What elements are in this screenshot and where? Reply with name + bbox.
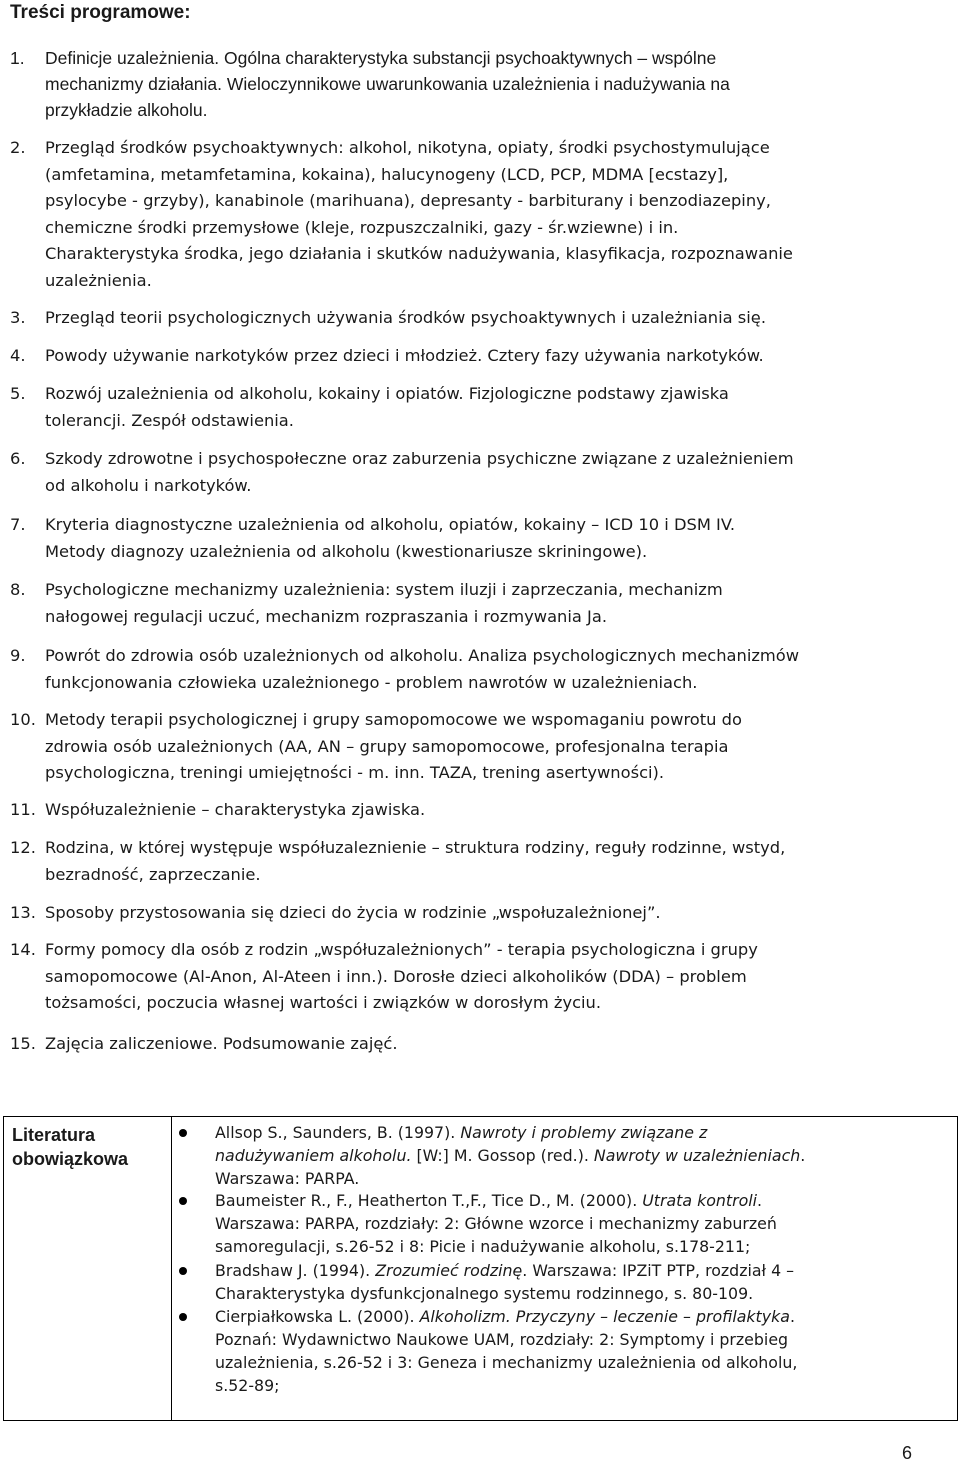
topic-text bbox=[45, 835, 925, 888]
topic-text-line: psychologiczna, treningi umiejętności - m. inn. TAZA, trening asertywności). bbox=[45, 763, 665, 783]
topic-text-line: Rozwój uzależnienia od alkoholu, kokainy i opiatów. Fizjologiczne podstawy zjawiska bbox=[45, 384, 729, 403]
literature-text: . Warszawa: IPZiT PTP, rozdział 4 – bbox=[522, 1261, 795, 1280]
literature-title-text: Alkoholizm. Przyczyny – leczenie – profilaktyka bbox=[419, 1307, 790, 1326]
literature-entry bbox=[215, 1189, 950, 1258]
literature-entry-line bbox=[215, 1351, 950, 1374]
literature-title-text: Zrozumieć rodzinę bbox=[375, 1261, 523, 1280]
topic-number: 3. bbox=[10, 308, 26, 327]
topic-number: 9. bbox=[10, 646, 26, 665]
topic-number: 2. bbox=[10, 138, 26, 157]
topic-text-line: (amfetamina, metamfetamina, kokaina), halucynogeny (LCD, PCP, MDMA [ecstazy], bbox=[45, 164, 729, 184]
literature-text: Allsop S., Saunders, B. (1997). bbox=[215, 1123, 461, 1142]
topic-text bbox=[45, 343, 925, 370]
topic-text bbox=[45, 900, 925, 927]
topic-number: 1. bbox=[10, 48, 25, 68]
literature-entry bbox=[215, 1305, 950, 1397]
topic-text-line: Sposoby przystosowania się dzieci do życia w rodzinie „wspołuzależnionej”. bbox=[45, 903, 661, 922]
literature-text: s.52-89; bbox=[215, 1376, 280, 1395]
topic-text-line: nałogowej regulacji uczuć, mechanizm rozpraszania i rozmywania Ja. bbox=[45, 606, 608, 626]
topic-text bbox=[45, 937, 925, 1017]
topic-number: 6. bbox=[10, 449, 26, 468]
topic-text-line: Definicje uzależnienia. Ogólna charakterystyka substancji psychoaktywnych – wspólne bbox=[45, 48, 717, 68]
literature-text: Cierpiałkowska L. (2000). bbox=[215, 1307, 420, 1326]
page-number: 6 bbox=[901, 1443, 912, 1463]
topic-text-line: uzależnienia. bbox=[45, 270, 152, 290]
topic-text bbox=[45, 381, 925, 434]
topic-text bbox=[45, 577, 925, 630]
literature-entry-line bbox=[215, 1374, 950, 1397]
topic-number: 10. bbox=[10, 710, 36, 729]
bullet-icon bbox=[179, 1129, 187, 1137]
literature-entry-line bbox=[215, 1121, 950, 1144]
topic-number: 4. bbox=[10, 346, 26, 365]
literature-text: uzależnienia, s.26-52 i 3: Geneza i mechanizmy uzależnienia od alkoholu, bbox=[215, 1353, 798, 1372]
topic-text bbox=[45, 135, 925, 295]
literature-text: samoregulacji, s.26-52 i 8: Picie i nadużywanie alkoholu, s.178-211; bbox=[215, 1237, 751, 1256]
topic-text-line: psylocybe - grzyby), kanabinole (marihuana), depresanty - barbiturany i benzodiazepiny, bbox=[45, 191, 771, 211]
topic-text-line: Psychologiczne mechanizmy uzależnienia: system iluzji i zaprzeczania, mechanizm bbox=[45, 580, 723, 599]
topic-text-line: Zajęcia zaliczeniowe. Podsumowanie zajęć. bbox=[45, 1034, 398, 1053]
literature-text: Bradshaw J. (1994). bbox=[215, 1261, 376, 1280]
topic-text-line: Formy pomocy dla osób z rodzin „współuzależnionych” - terapia psychologiczna i grupy bbox=[45, 940, 758, 959]
topic-text-line: funkcjonowania człowieka uzależnionego - problem nawrotów w uzależnieniach. bbox=[45, 672, 698, 692]
literature-title-text: nadużywaniem alkoholu. bbox=[215, 1146, 412, 1165]
bullet-icon bbox=[179, 1313, 187, 1321]
topic-text bbox=[45, 643, 925, 696]
literature-label-line1: Literatura bbox=[12, 1125, 96, 1145]
literature-entry bbox=[215, 1259, 950, 1305]
topic-text-line: mechanizmy działania. Wieloczynnikowe uwarunkowania uzależnienia i nadużywania na bbox=[45, 74, 730, 94]
topic-text-line: Kryteria diagnostyczne uzależnienia od alkoholu, opiatów, kokainy – ICD 10 i DSM IV. bbox=[45, 515, 736, 534]
topic-text-line: Rodzina, w której występuje współuzaleznienie – struktura rodziny, reguły rodzinne, wstyd, bbox=[45, 838, 786, 857]
topic-text bbox=[45, 512, 925, 565]
bullet-icon bbox=[179, 1197, 187, 1205]
bullet-icon bbox=[179, 1267, 187, 1275]
topic-text-line: tolerancji. Zespół odstawienia. bbox=[45, 410, 294, 430]
topic-text-line: Metody diagnozy uzależnienia od alkoholu (kwestionariusze skriningowe). bbox=[45, 541, 648, 561]
literature-title-text: Nawroty i problemy związane z bbox=[460, 1123, 708, 1142]
literature-text: Baumeister R., F., Heatherton T.,F., Tice D., M. (2000). bbox=[215, 1191, 643, 1210]
topic-text-line: Przegląd teorii psychologicznych używania środków psychoaktywnych i uzależniania się. bbox=[45, 308, 767, 327]
literature-title-text: Utrata kontroli bbox=[642, 1191, 758, 1210]
topic-number: 12. bbox=[10, 838, 36, 857]
topic-text bbox=[45, 305, 925, 332]
literature-entry-line bbox=[215, 1167, 950, 1190]
topic-number: 5. bbox=[10, 384, 26, 403]
literature-entry-line bbox=[215, 1212, 950, 1235]
topic-text bbox=[45, 1031, 925, 1058]
literature-text: Warszawa: PARPA, rozdziały: 2: Główne wzorce i mechanizmy zaburzeń bbox=[215, 1214, 777, 1233]
topic-text-line: Powody używanie narkotyków przez dzieci i młodzież. Cztery fazy używania narkotyków. bbox=[45, 346, 764, 365]
topic-text-line: zdrowia osób uzależnionych (AA, AN – grupy samopomocowe, profesjonalna terapia bbox=[45, 736, 729, 756]
topic-text-line: Współuzależnienie – charakterystyka zjawiska. bbox=[45, 800, 426, 819]
table-divider bbox=[171, 1117, 172, 1420]
literature-entry-line bbox=[215, 1189, 950, 1212]
topic-text bbox=[45, 45, 925, 123]
literature-title-text: Nawroty w uzależnieniach bbox=[593, 1146, 801, 1165]
topic-text-line: Charakterystyka środka, jego działania i skutków nadużywania, klasyfikacja, rozpoznawanie bbox=[45, 244, 793, 264]
topic-number: 15. bbox=[10, 1034, 36, 1053]
topic-text bbox=[45, 797, 925, 824]
topic-text bbox=[45, 707, 925, 787]
section-heading: Treści programowe: bbox=[10, 2, 191, 23]
literature-text: . bbox=[800, 1146, 806, 1165]
literature-label-line2: obowiązkowa bbox=[12, 1149, 129, 1169]
literature-entry bbox=[215, 1121, 950, 1190]
topic-text-line: przykładzie alkoholu. bbox=[45, 100, 208, 120]
literature-text: Poznań: Wydawnictwo Naukowe UAM, rozdziały: 2: Symptomy i przebieg bbox=[215, 1330, 789, 1349]
topic-number: 7. bbox=[10, 515, 26, 534]
topic-text-line: chemiczne środki przemysłowe (kleje, rozpuszczalniki, gazy - śr.wziewne) i in. bbox=[45, 217, 679, 237]
topic-text-line: Powrót do zdrowia osób uzależnionych od alkoholu. Analiza psychologicznych mechanizmów bbox=[45, 646, 800, 665]
topic-text bbox=[45, 446, 925, 499]
topic-number: 13. bbox=[10, 903, 36, 922]
topic-number: 14. bbox=[10, 940, 36, 959]
topic-number: 11. bbox=[10, 800, 36, 819]
literature-entry-line bbox=[215, 1305, 950, 1328]
literature-text: . bbox=[757, 1191, 763, 1210]
literature-text: [W:] M. Gossop (red.). bbox=[411, 1146, 594, 1165]
topic-text-line: samopomocowe (Al-Anon, Al-Ateen i inn.). Dorosłe dzieci alkoholików (DDA) – problem bbox=[45, 966, 747, 986]
topic-text-line: Szkody zdrowotne i psychospołeczne oraz zaburzenia psychiczne związane z uzależnieniem bbox=[45, 449, 794, 468]
topic-text-line: tożsamości, poczucia własnej wartości i związków w dorosłym życiu. bbox=[45, 993, 602, 1013]
topic-text-line: Metody terapii psychologicznej i grupy samopomocowe we wspomaganiu powrotu do bbox=[45, 710, 742, 729]
literature-text: Charakterystyka dysfunkcjonalnego systemu rodzinnego, s. 80-109. bbox=[215, 1284, 754, 1303]
literature-entry-line bbox=[215, 1328, 950, 1351]
literature-entry-line bbox=[215, 1235, 950, 1258]
literature-entry-line bbox=[215, 1259, 950, 1282]
literature-text: Warszawa: PARPA. bbox=[215, 1169, 360, 1188]
literature-text: . bbox=[789, 1307, 795, 1326]
topic-text-line: od alkoholu i narkotyków. bbox=[45, 475, 252, 495]
literature-label bbox=[12, 1123, 128, 1171]
topic-text-line: Przegląd środków psychoaktywnych: alkohol, nikotyna, opiaty, środki psychostymulujące bbox=[45, 138, 770, 157]
literature-entry-line bbox=[215, 1282, 950, 1305]
literature-entry-line bbox=[215, 1144, 950, 1167]
topic-number: 8. bbox=[10, 580, 26, 599]
topic-text-line: bezradność, zaprzeczanie. bbox=[45, 864, 261, 884]
